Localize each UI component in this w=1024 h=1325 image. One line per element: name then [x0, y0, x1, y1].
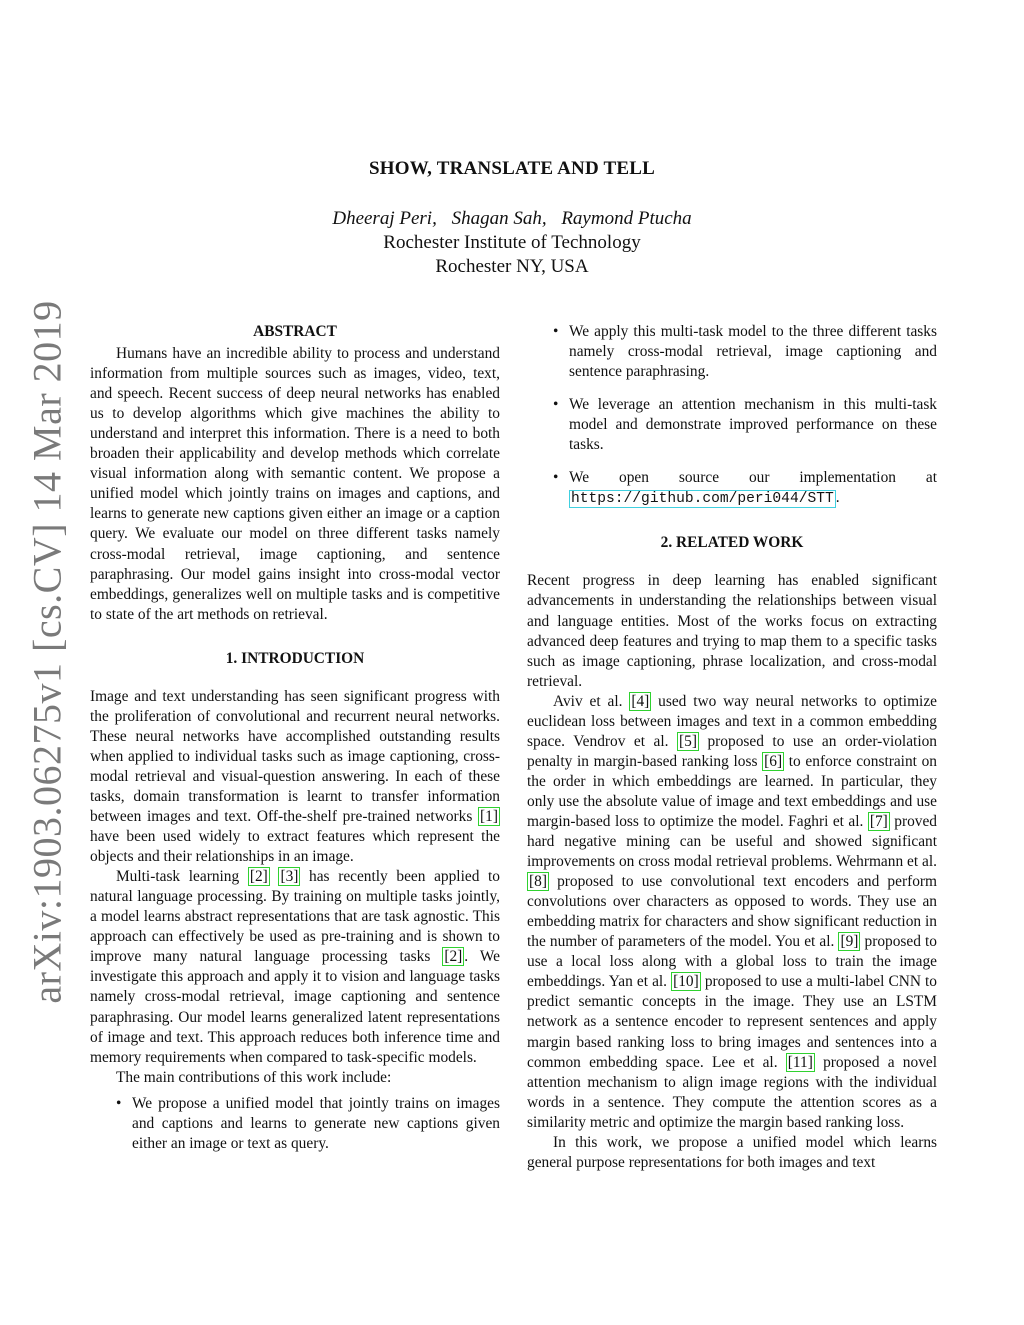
citation-link[interactable]: [2]	[249, 868, 268, 886]
contributions-list-continued	[527, 322, 937, 509]
list-item: • We apply this multi-task model to the three different tasks namely cross-modal retrieval, image captioning and sentence paraphrasing.	[553, 323, 937, 381]
citation-link[interactable]: [5]	[679, 732, 697, 750]
author-name: Raymond Ptucha	[561, 208, 692, 229]
citation-link[interactable]: [10]	[673, 973, 699, 991]
list-item: • We open source our implementation at https://github.com/peri044/STT .	[553, 469, 937, 508]
bullet-icon: •	[116, 1094, 122, 1112]
intro-paragraph: Multi-task learning [2] [3] has recently been applied to natural language processing. By training on multiple tasks jointly, a model learns abstract representations that are task agnostic. This approach can effectively be used as pre-training and is shown to improve many natural language processing tasks [2] . We investigate this approach and apply it to vision and language tasks namely cross-modal retrieval, image captioning and sentence paraphrasing. Our model learns generalized latent representations of image and text. This approach reduces both inference time and memory requirements when compared to task-specific models.	[90, 868, 500, 1066]
arxiv-identifier: arXiv:1903.06275v1 [cs.CV] 14 Mar 2019	[24, 300, 70, 1004]
bullet-icon: •	[553, 323, 559, 340]
citation-link[interactable]: [11]	[787, 1053, 813, 1071]
citation-link[interactable]: [9]	[840, 933, 859, 951]
citation-link[interactable]: [4]	[631, 692, 650, 710]
citation-link[interactable]: [8]	[529, 873, 547, 891]
right-column	[527, 322, 937, 1173]
related-paragraph: In this work, we propose a unified model which learns general purpose representations for both images and text	[527, 1133, 937, 1171]
github-link[interactable]: https://github.com/peri044/STT	[571, 491, 834, 508]
introduction-heading: 1. INTRODUCTION	[225, 649, 365, 667]
related-work-heading: 2. RELATED WORK	[660, 534, 804, 552]
intro-paragraph: The main contributions of this work include:	[116, 1068, 392, 1086]
citation-link[interactable]: [6]	[764, 752, 783, 770]
citation-link[interactable]: [1]	[480, 808, 498, 826]
related-paragraph: Recent progress in deep learning has enabled significant advancements in understanding the relationships between visual and language entities. Most of the works focus on extracting advanced deep features and trying to map them to a specific tasks such as image captioning, phrase localization, and cross-modal retrieval.	[527, 572, 937, 690]
author-name: Dheeraj Peri,	[332, 208, 437, 229]
paper-title: SHOW, TRANSLATE AND TELL	[368, 158, 656, 179]
list-item: • We propose a unified model that jointly trains on images and captions and learns to generate new captions given either an image or text as query.	[116, 1094, 500, 1152]
abstract-heading: ABSTRACT	[253, 323, 337, 340]
contributions-list	[90, 1094, 500, 1154]
author-name: Shagan Sah,	[451, 208, 547, 229]
related-paragraph: Aviv et al. [4] used two way neural networks to optimize euclidean loss between images and text in a common embedding space. Vendrov et al. [5] proposed to use an order-violation penalty in margin-based ranking loss [6] to enforce constraint on the order in which embeddings are learned. In particular, they only use the absolute value of image and text embeddings and use margin-based loss to optimize the model. Faghri et al. [7] proved hard negative mining can be useful and showed significant improvements on cross modal retrieval problems. Wehrmann et al. [8] proposed to use convolutional text encoders and perform convolutions over characters as opposed to words. They use an embedding matrix for characters and show significant reduction in the number of parameters of the model. You et al. [9] proposed to use a local loss along with a global loss to train the image embeddings. Yan et al. [10] proposed to use a multi-label CNN to predict semantic concepts in the image. They use an LSTM network as a sentence encoder to represent sentences and apply margin based ranking loss to bring images and sentences into a common embedding space. Lee et al. [11] proposed a novel attention mechanism to align image regions with the individual words in a sentence. They compute the attention scores as a similarity metric and optimize the margin based ranking loss.	[527, 692, 938, 1131]
bullet-icon: •	[553, 469, 559, 487]
abstract-text: Humans have an incredible ability to process and understand information from multiple sources such as images, video, text, and speech. Recent success of deep neural networks has enabled us to develop algorithms which give machines the ability to understand and interpret this information. There is a need to both broaden their applicability and develop methods which correlate visual information along with semantic content. We propose a unified model which jointly trains on images and captions, and learns to generate new captions given either an image or a caption query. We evaluate our model on three different tasks namely cross-modal retrieval, image captioning, and sentence paraphrasing. Our model gains insight into cross-modal vector embeddings, generalizes well on multiple tasks and is competitive to state of the art methods on retrieval.	[90, 345, 500, 623]
location: Rochester NY, USA	[435, 256, 589, 277]
citation-link[interactable]: [7]	[869, 812, 888, 830]
affiliation: Rochester Institute of Technology	[383, 232, 641, 253]
list-item: • We leverage an attention mechanism in this multi-task model and demonstrate improved performance on these tasks.	[553, 396, 937, 454]
citation-link[interactable]: [2]	[444, 948, 463, 966]
intro-paragraph: Image and text understanding has seen significant progress with the proliferation of convolutional and recurrent neural networks. These neural networks have accomplished outstanding results when applied to individual tasks such as image captioning, cross-modal retrieval and visual-question answering. In each of these tasks, domain transformation is learnt to transfer information between images and text. Off-the-shelf pre-trained networks [1] have been used widely to extract features which represent the objects and their relationships in an image.	[90, 687, 500, 866]
author-list	[0, 208, 1024, 230]
citation-link[interactable]: [3]	[280, 868, 299, 886]
left-column	[90, 322, 500, 1154]
bullet-icon: •	[553, 396, 559, 414]
